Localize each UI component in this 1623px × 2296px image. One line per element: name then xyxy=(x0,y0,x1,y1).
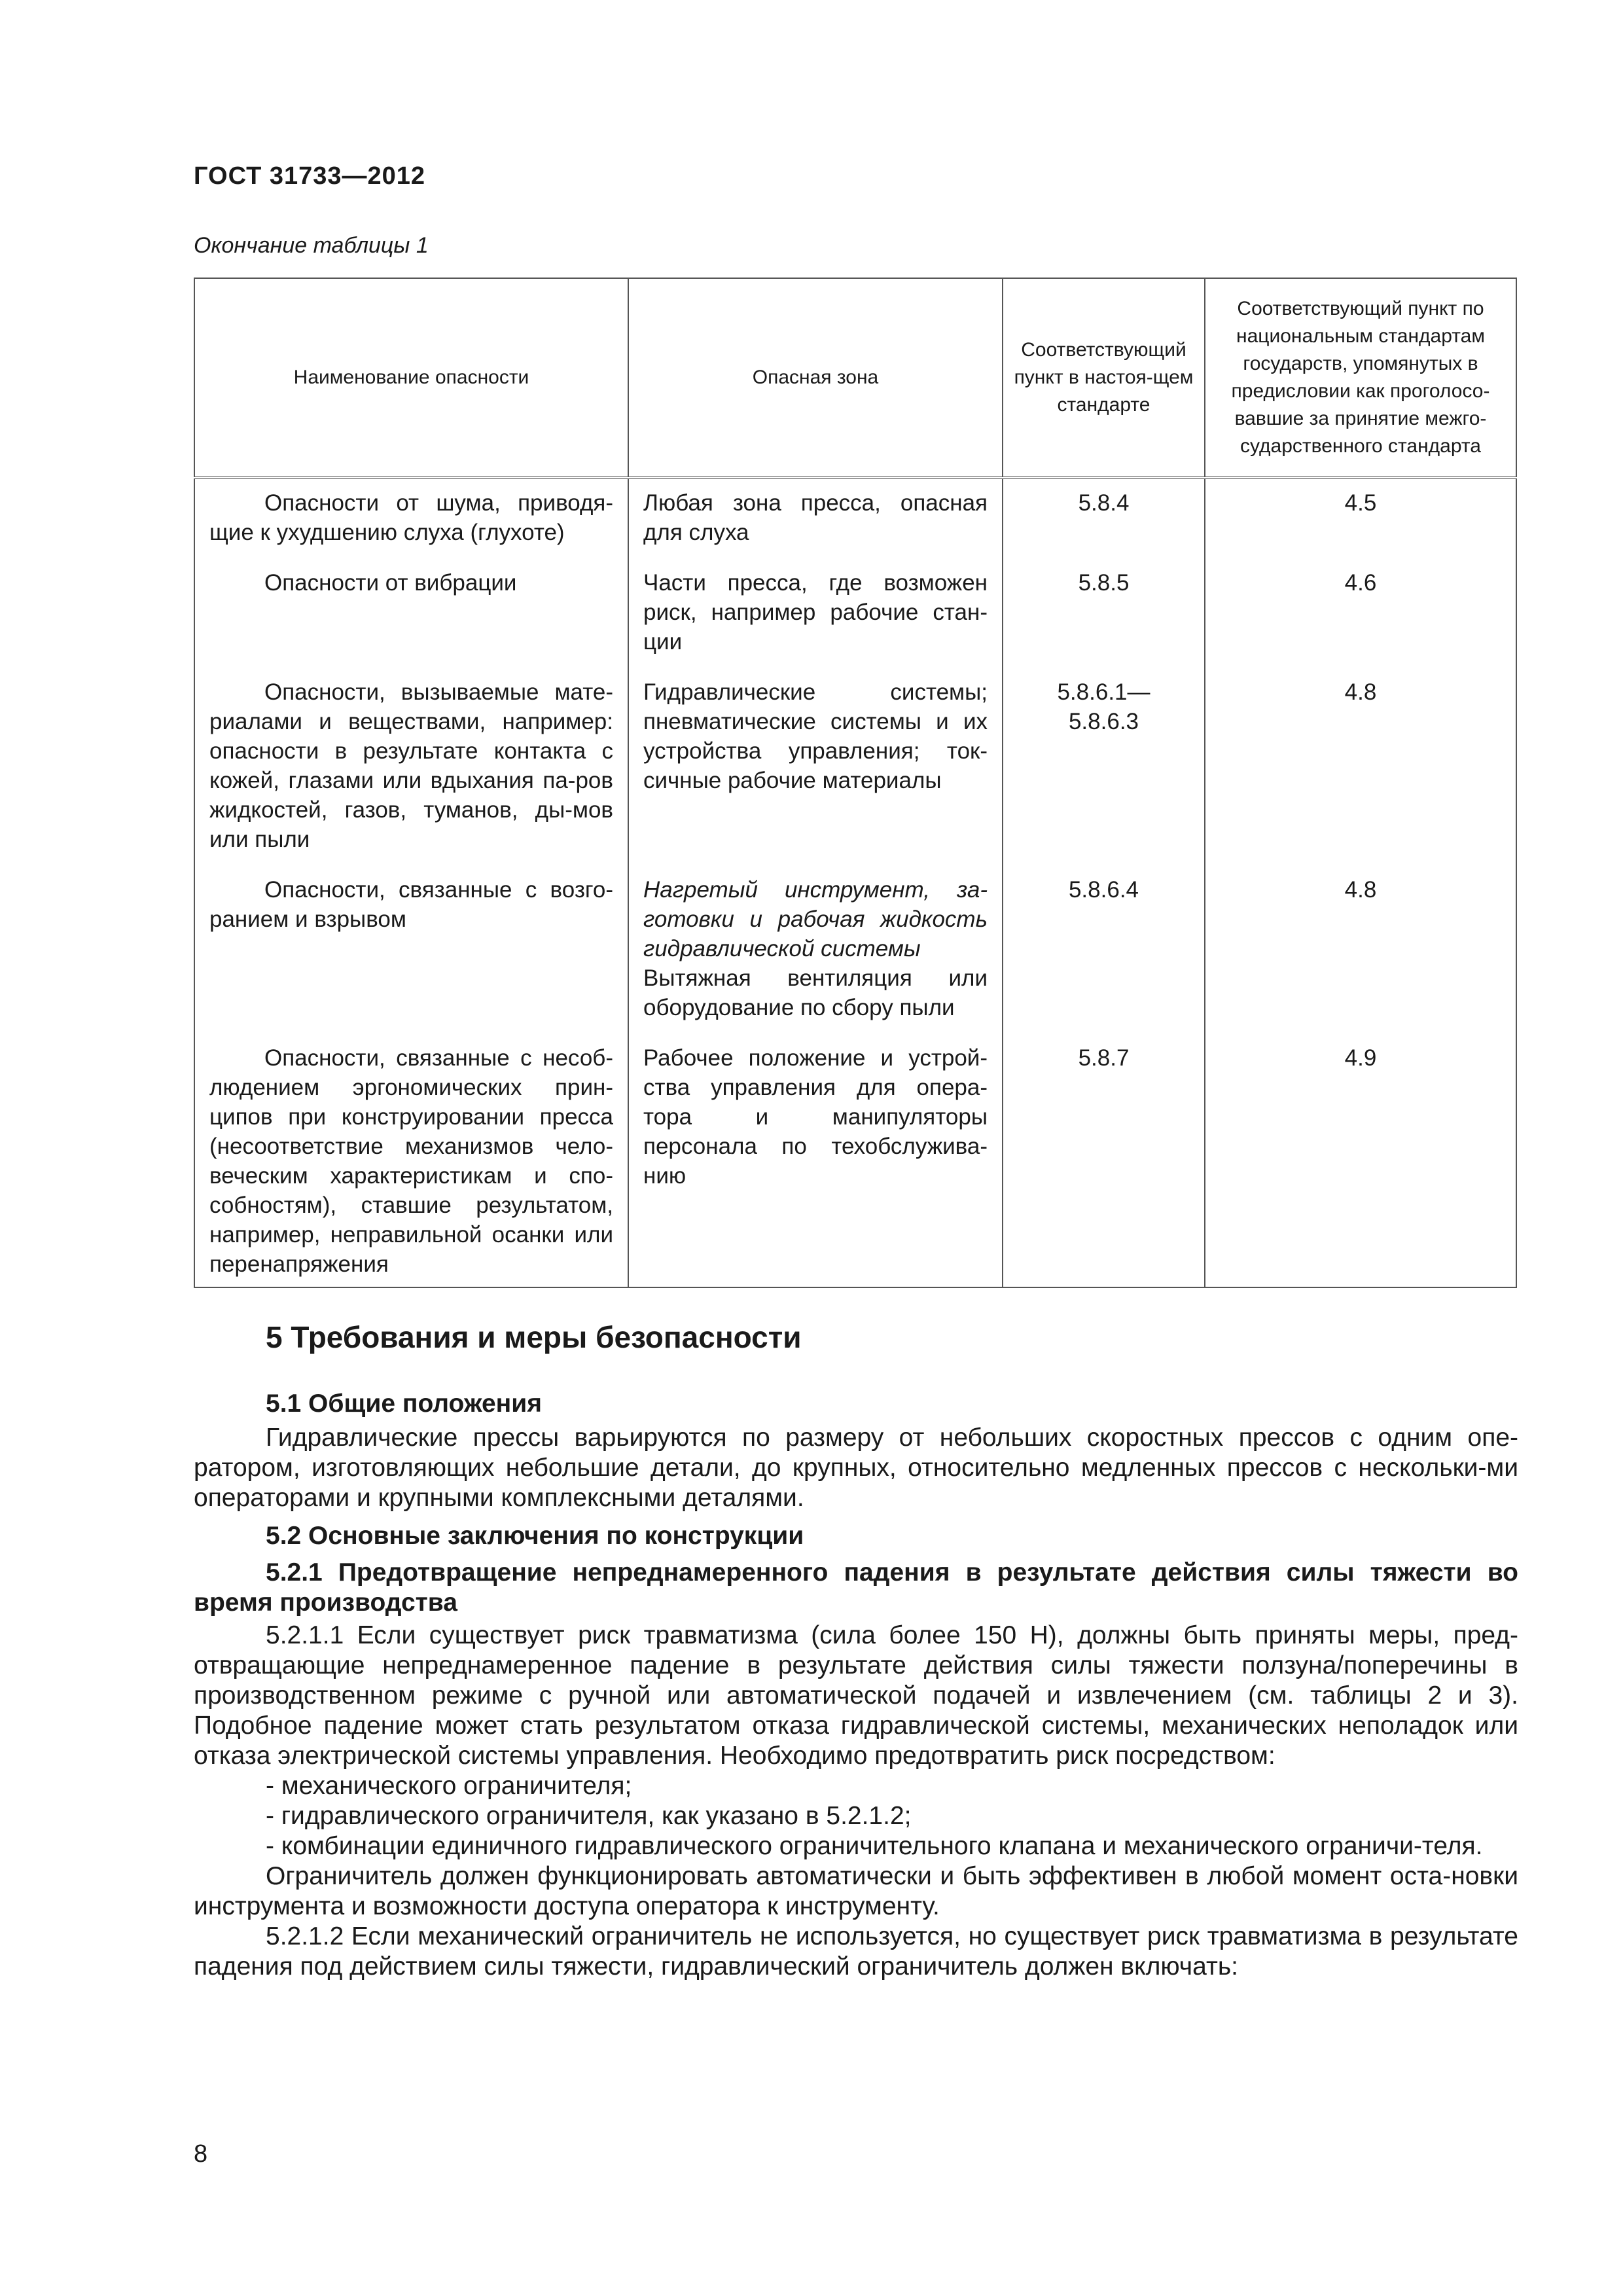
hazard-zone xyxy=(628,1043,1003,1287)
hazard-zone xyxy=(628,568,1003,677)
zone-text: Любая зона пресса, опасная для слуха xyxy=(643,490,988,545)
col-header-clause: Соответствующий пункт в настоя-щем стандарте xyxy=(1003,278,1205,478)
clause-ref: 5.8.4 xyxy=(1003,478,1205,568)
hazard-name: Опасности от вибрации xyxy=(194,568,628,677)
table-row xyxy=(194,677,1516,875)
col-header-national: Соответствующий пункт по национальным стандартам государств, упомянутых в предисловии как проголосо-вавшие за принятие межго-сударственного стандарта xyxy=(1205,278,1516,478)
zone-text: Части пресса, где возможен риск, например рабочие стан-ции xyxy=(643,570,988,655)
clause-ref: 5.8.6.1— 5.8.6.3 xyxy=(1003,677,1205,875)
table-header-row xyxy=(194,278,1516,478)
clause-ref: 5.8.6.4 xyxy=(1003,875,1205,1043)
zone-text-italic: Нагретый инструмент, за-готовки и рабочая жидкость гидравлической системы xyxy=(643,877,988,961)
paragraph-5-2-1-2: 5.2.1.2 Если механический ограничитель не используется, но существует риск травматизма в результате падения под действием силы тяжести, гидравлический ограничитель должен включать: xyxy=(194,1922,1518,1981)
national-ref: 4.9 xyxy=(1205,1043,1516,1287)
hazard-zone xyxy=(628,677,1003,875)
subsection-5-1-title: 5.1 Общие положения xyxy=(266,1390,542,1418)
zone-text: Рабочее положение и устрой-ства управления для опера-тора и манипуляторы персонала по техобслужива-нию xyxy=(643,1045,988,1189)
paragraph-limiter: Ограничитель должен функционировать автоматически и быть эффективен в любой момент оста-новки инструмента и возможности доступа оператора к инструменту. xyxy=(194,1862,1518,1920)
hazard-zone xyxy=(628,875,1003,1043)
clause-5-2-1-title: 5.2.1 Предотвращение непреднамеренного падения в результате действия силы тяжести во время производства xyxy=(194,1558,1518,1617)
section-5 xyxy=(194,1322,1518,1982)
national-ref: 4.6 xyxy=(1205,568,1516,677)
hazard-name: Опасности, вызываемые мате-риалами и веществами, например: опасности в результате контакта с кожей, глазами или вдыхания па-ров жидкостей, газов, туманов, ды-мов или пыли xyxy=(194,677,628,875)
table-row xyxy=(194,1043,1516,1287)
list-item: - гидравлического ограничителя, как указано в 5.2.1.2; xyxy=(266,1802,912,1830)
table-row xyxy=(194,568,1516,677)
table-row xyxy=(194,875,1516,1043)
paragraph-5-1: Гидравлические прессы варьируются по размеру от небольших скоростных прессов с одним опе-ратором, изготовляющих небольшие детали, до крупных, относительно медленных прессов с нескольки-ми операторами и крупными комплексными деталями. xyxy=(194,1424,1518,1512)
table-row xyxy=(194,478,1516,568)
hazard-name: Опасности, связанные с возго-ранием и взрывом xyxy=(194,875,628,1043)
hazard-name: Опасности, связанные с несоб-людением эргономических прин-ципов при конструировании пресса (несоответствие механизмов чело-веческим характеристикам и спо-собностям), ставшие результатом, например, неправильной осанки или перенапряжения xyxy=(194,1043,628,1287)
col-header-hazard: Наименование опасности xyxy=(194,278,628,478)
page-number: 8 xyxy=(194,2140,208,2168)
clause-ref: 5.8.7 xyxy=(1003,1043,1205,1287)
national-ref: 4.8 xyxy=(1205,677,1516,875)
list-item: - комбинации единичного гидравлического ограничительного клапана и механического ограничи-теля. xyxy=(266,1832,1483,1860)
national-ref: 4.8 xyxy=(1205,875,1516,1043)
col-header-zone: Опасная зона xyxy=(628,278,1003,478)
hazard-name: Опасности от шума, приводя-щие к ухудшению слуха (глухоте) xyxy=(194,478,628,568)
hazard-zone xyxy=(628,478,1003,568)
subsection-5-2-title: 5.2 Основные заключения по конструкции xyxy=(266,1522,804,1550)
document-id: ГОСТ 31733—2012 xyxy=(194,162,426,190)
table-caption: Окончание таблицы 1 xyxy=(194,233,429,258)
national-ref: 4.5 xyxy=(1205,478,1516,568)
clause-ref: 5.8.5 xyxy=(1003,568,1205,677)
zone-text: Гидравлические системы; пневматические системы и их устройства управления; ток-сичные рабочие материалы xyxy=(643,679,988,793)
list-item: - механического ограничителя; xyxy=(266,1772,632,1800)
paragraph-5-2-1-1: 5.2.1.1 Если существует риск травматизма (сила более 150 Н), должны быть приняты меры, пред-отвращающие непреднамеренное падение в результате действия силы тяжести ползуна/поперечины в производственном режиме с ручной или автоматической подачей и извлечением (см. таблицы 2 и 3). Подобное падение может стать результатом отказа гидравлической системы, механических неполадок или отказа электрической системы управления. Необходимо предотвратить риск посредством: xyxy=(194,1621,1518,1770)
section-title: 5 Требования и меры безопасности xyxy=(266,1320,802,1354)
zone-text: Вытяжная вентиляция или оборудование по сбору пыли xyxy=(643,965,988,1020)
hazard-table xyxy=(194,278,1517,1288)
